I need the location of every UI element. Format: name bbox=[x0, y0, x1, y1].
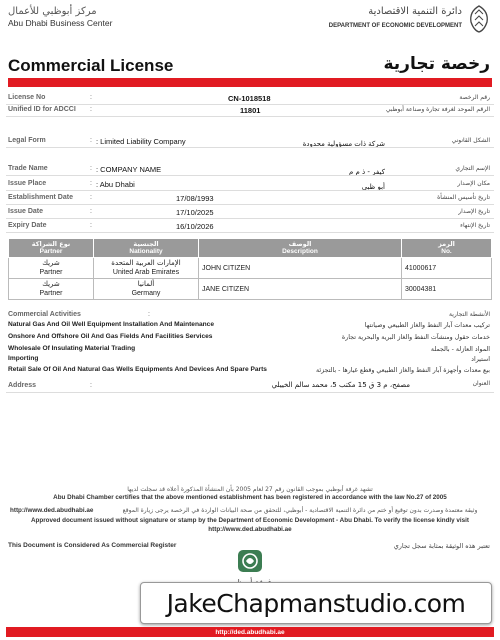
number-cell: 30004381 bbox=[402, 279, 492, 300]
activity-item-ar: تركيب معدات آبار النفط والغاز الطبيعي وصيانتها bbox=[364, 322, 490, 329]
title-red-bar bbox=[8, 78, 492, 87]
col-number: الرمز No. bbox=[402, 239, 492, 258]
register-en: This Document is Considered As Commercial Register bbox=[8, 542, 177, 549]
address-label-ar: العنوان bbox=[472, 380, 490, 387]
field-label-ar: مكان الإصدار bbox=[457, 180, 490, 187]
approved-note: Approved document issued without signature or stamp by the Department of Economic Development - Abu Dhabi. To verify the license kindly visit http://www.ded.abudhabi.ae bbox=[30, 517, 470, 533]
watermark-box bbox=[140, 582, 492, 624]
col-partner-type: نوع الشراكة Partner bbox=[9, 239, 94, 258]
field-label-ar: رقم الرخصة bbox=[459, 94, 490, 101]
activity-item-ar: خدمات حقول ومنشآت النفط والغاز البرية والبحرية تجارة bbox=[341, 334, 490, 341]
field-label: Expiry Date bbox=[8, 222, 47, 229]
activity-item-ar: بيع معدات وأجهزة آبار النفط والغاز الطبيعي وقطع غيارها - بالتجزئة bbox=[316, 367, 490, 374]
activity-item-ar: المواد العازلة - بالجملة bbox=[430, 346, 490, 353]
description-cell: JANE CITIZEN bbox=[199, 279, 402, 300]
ded-logo bbox=[317, 4, 492, 36]
abc-logo-en: Abu Dhabi Business Center bbox=[8, 18, 113, 28]
activity-item: Onshore And Offshore Oil And Gas Fields And Facilities Services bbox=[8, 333, 213, 340]
address-value-ar: مصفح، م 3 ق 15 مكتب 5، محمد سالم الخييلي bbox=[271, 381, 410, 389]
field-value: : COMPANY NAME bbox=[96, 165, 162, 174]
field-label: Establishment Date bbox=[8, 194, 73, 201]
field-label: Unified ID for ADCCI bbox=[8, 106, 76, 113]
table-row bbox=[9, 258, 492, 279]
description-cell: JOHN CITIZEN bbox=[199, 258, 402, 279]
number-cell: 41000617 bbox=[402, 258, 492, 279]
chamber-emblem-icon bbox=[237, 549, 263, 573]
field-sep: : bbox=[90, 106, 92, 113]
field-sep: : bbox=[90, 208, 92, 215]
activity-item: Importing bbox=[8, 355, 39, 362]
field-sep: : bbox=[90, 180, 92, 187]
emblem-icon bbox=[466, 4, 492, 34]
activities-label-ar: الأنشطة التجارية bbox=[449, 311, 490, 318]
field-label-ar: تاريخ الإنتهاء bbox=[460, 222, 490, 229]
chamber-cert-en: Abu Dhabi Chamber certifies that the above mentioned establishment has been registered in accordance with the law No.27 of 2005 bbox=[53, 494, 447, 501]
activity-item: Retail Sale Of Oil And Natural Gas Wells Equipments And Devices And Spare Parts bbox=[8, 366, 267, 373]
ded-logo-ar: دائرة التنمية الاقتصادية bbox=[368, 6, 462, 17]
field-value: CN-1018518 bbox=[228, 94, 271, 103]
field-sep: : bbox=[90, 137, 92, 144]
chamber-cert-ar: تشهد غرفة أبوظبي بموجب القانون رقم 27 لعام 2005 بأن المنشأة المذكورة أعلاه قد سجلت لديها bbox=[127, 486, 373, 493]
field-value: 17/10/2025 bbox=[176, 208, 214, 217]
col-nationality: الجنسية Nationality bbox=[94, 239, 199, 258]
title-en: Commercial License bbox=[8, 56, 174, 75]
col-description: الوصف Description bbox=[199, 239, 402, 258]
field-value: 16/10/2026 bbox=[176, 222, 214, 231]
partner-type-cell: شريك Partner bbox=[9, 279, 94, 300]
field-label-ar: الرقم الموحد لغرفة تجارة وصناعة أبوظبي bbox=[385, 106, 490, 113]
field-label: Legal Form bbox=[8, 137, 46, 144]
bottom-url: http://ded.abudhabi.ae bbox=[215, 628, 285, 636]
field-label: Issue Date bbox=[8, 208, 44, 215]
nationality-cell: ألمانيا Germany bbox=[94, 279, 199, 300]
watermark-text: JakeChapmanstudio.com bbox=[166, 588, 466, 618]
ded-logo-en: DEPARTMENT OF ECONOMIC DEVELOPMENT bbox=[328, 23, 462, 29]
partners-table-header bbox=[9, 239, 492, 258]
field-label: License No bbox=[8, 94, 46, 101]
ded-url: http://www.ded.abudhabi.ae bbox=[10, 507, 94, 514]
field-label-ar: تاريخ تأسيس المنشأة bbox=[437, 194, 490, 201]
activity-item: Wholesale Of Insulating Material Trading bbox=[8, 345, 136, 352]
field-value: 17/08/1993 bbox=[176, 194, 214, 203]
table-row bbox=[9, 279, 492, 300]
field-label-ar: الشكل القانوني bbox=[451, 137, 490, 144]
field-value-ar: كيفر - ذ م م bbox=[348, 168, 385, 176]
activities-label: Commercial Activities bbox=[8, 311, 81, 318]
field-sep: : bbox=[90, 165, 92, 172]
field-label-ar: تاريخ الإصدار bbox=[458, 208, 490, 215]
field-sep: : bbox=[90, 222, 92, 229]
bottom-red-bar bbox=[6, 627, 494, 637]
activity-item-ar: استيراد bbox=[471, 356, 490, 363]
field-sep: : bbox=[90, 94, 92, 101]
field-value-ar: شركة ذات مسؤولية محدودة bbox=[302, 140, 385, 148]
abc-logo bbox=[8, 6, 158, 28]
field-value-ar: أبو ظبي bbox=[361, 183, 385, 191]
activity-item: Natural Gas And Oil Well Equipment Installation And Maintenance bbox=[8, 321, 215, 328]
field-label-ar: الإسم التجاري bbox=[455, 165, 490, 172]
field-label: Issue Place bbox=[8, 180, 47, 187]
register-ar: تعتبر هذه الوثيقة بمثابة سجل تجاري bbox=[393, 542, 490, 550]
address-sep: : bbox=[90, 382, 92, 389]
field-value: 11801 bbox=[240, 106, 261, 115]
field-sep: : bbox=[90, 194, 92, 201]
partner-type-cell: شريك Partner bbox=[9, 258, 94, 279]
nationality-cell: الإمارات العربية المتحدة United Arab Emirates bbox=[94, 258, 199, 279]
field-label: Trade Name bbox=[8, 165, 48, 172]
field-value: : Abu Dhabi bbox=[96, 180, 135, 189]
activities-sep: : bbox=[148, 311, 150, 318]
title-ar: رخصة تجارية bbox=[383, 54, 490, 74]
address-label: Address bbox=[8, 382, 37, 389]
field-value: : Limited Liability Company bbox=[96, 137, 186, 146]
abc-logo-ar: مركز أبوظبي للأعمال bbox=[8, 6, 97, 17]
partners-table bbox=[8, 238, 492, 300]
ded-verify-ar: وثيقة معتمدة وصدرت بدون توقيع أو ختم من دائرة التنمية الاقتصادية - أبوظبي، للتحقق من صحة البيانات الواردة في الرخصة يرجى زيارة الموقع bbox=[122, 507, 478, 514]
